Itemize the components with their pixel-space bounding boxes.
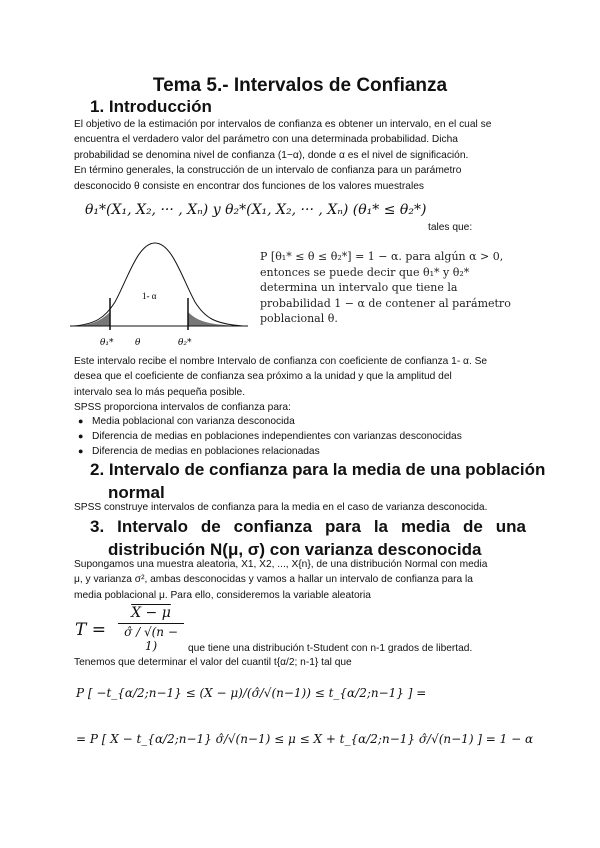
equation-1: P [ −t_{α/2;n−1} ≤ (X − μ)/(σ̂/√(n−1)) ≤ t_{α/2;n−1} ] = <box>76 686 427 700</box>
text-line: probabilidad se denomina nivel de confianza (1−α), donde α es el nivel de significación. <box>74 149 469 161</box>
right-tail-area <box>188 312 243 326</box>
theta2-label: θ₂* <box>178 338 192 348</box>
tales-que: tales que: <box>428 222 473 233</box>
text-line: P [θ₁* ≤ θ ≤ θ₂*] = 1 − α. para algún α > 0, <box>260 250 504 263</box>
text-line: encuentra el verdadero valor del parámetro con una determinada probabilidad. Dicha <box>74 134 458 146</box>
text-line: SPSS proporciona intervalos de confianza para: <box>74 402 291 414</box>
text-line: Supongamos una muestra aleatoria, X1, X2, ..., X{n}, de una distribución Normal con media <box>74 559 488 570</box>
bullet-icon: ● <box>78 446 84 456</box>
t-description: que tiene una distribución t-Student con n-1 grados de libertad. <box>188 643 473 654</box>
interval-paragraph <box>74 354 528 416</box>
list-item: ● Diferencia de medias en poblaciones relacionadas <box>78 446 320 457</box>
equation-2: = P [ X − t_{α/2;n−1} σ̂/√(n−1) ≤ μ ≤ X + t_{α/2;n−1} σ̂/√(n−1) ] = 1 − α <box>76 732 534 746</box>
text-line: poblacional θ. <box>260 312 338 325</box>
text-line: media poblacional μ. Para ello, consideremos la variable aleatoria <box>74 589 371 601</box>
list-item: ● Diferencia de medias en poblaciones independientes con varianzas desconocidas <box>78 431 462 442</box>
left-tail-area <box>74 312 110 326</box>
t-fraction <box>118 605 184 653</box>
text-line: desea que el coeficiente de confianza sea próximo a la unidad y que la amplitud del <box>74 371 452 383</box>
t-denominator: σ̂ / √(n − 1) <box>118 623 184 653</box>
normal-curve-figure <box>70 238 250 348</box>
text-line: Este intervalo recibe el nombre Intervalo de confianza con coeficiente de confianza 1- α. Se <box>74 356 488 367</box>
section-3-paragraph <box>74 557 528 603</box>
formula-estimators: θ₁*(X₁, X₂, ··· , Xₙ) y θ₂*(X₁, X₂, ··· , Xₙ) (θ₁* ≤ θ₂*) <box>85 202 427 218</box>
intro-paragraph <box>74 117 528 194</box>
center-label: 1- α <box>142 291 157 301</box>
t-numerator: X − μ <box>131 605 171 621</box>
bullet-icon: ● <box>78 431 84 441</box>
list-item: ● Media poblacional con varianza desconocida <box>78 416 295 427</box>
section-1-heading: 1. Introducción <box>90 97 212 116</box>
text-line: probabilidad 1 − α de contener al parámetro <box>260 296 511 310</box>
theta1-label: θ₁* <box>100 338 114 348</box>
bullet-icon: ● <box>78 416 84 426</box>
quantile-text: Tenemos que determinar el valor del cuantil t{α/2; n-1} tal que <box>74 657 352 668</box>
text-line: intervalo sea lo más pequeña posible. <box>74 386 246 398</box>
text-line: desconocido θ consiste en encontrar dos funciones de los valores muestrales <box>74 180 424 192</box>
section-3-heading: 3. Intervalo de confianza para la media de una distribución N(μ, σ) con varianza desconocida <box>90 517 526 559</box>
probability-statement <box>260 249 511 327</box>
page-title: Tema 5.- Intervalos de Confianza <box>152 75 448 96</box>
text-line: El objetivo de la estimación por intervalos de confianza es obtener un intervalo, en el cual se <box>74 119 492 130</box>
text-line: entonces se puede decir que θ₁* y θ₂* <box>260 265 470 279</box>
t-symbol: T = <box>75 620 106 640</box>
text-line: μ, y varianza σ², ambas desconocidas y vamos a hallar un intervalo de confianza para la <box>74 574 473 586</box>
text-line: determina un intervalo que tiene la <box>260 281 458 294</box>
text-line: En término generales, la construcción de un intervalo de confianza para un parámetro <box>74 165 462 177</box>
curve-line <box>74 243 243 326</box>
section-2-heading: 2. Intervalo de confianza para la media de una población normal <box>90 460 546 502</box>
theta-label: θ <box>135 338 141 348</box>
section-2-text: SPSS construye intervalos de confianza para la media en el caso de varianza desconocida. <box>74 502 488 513</box>
